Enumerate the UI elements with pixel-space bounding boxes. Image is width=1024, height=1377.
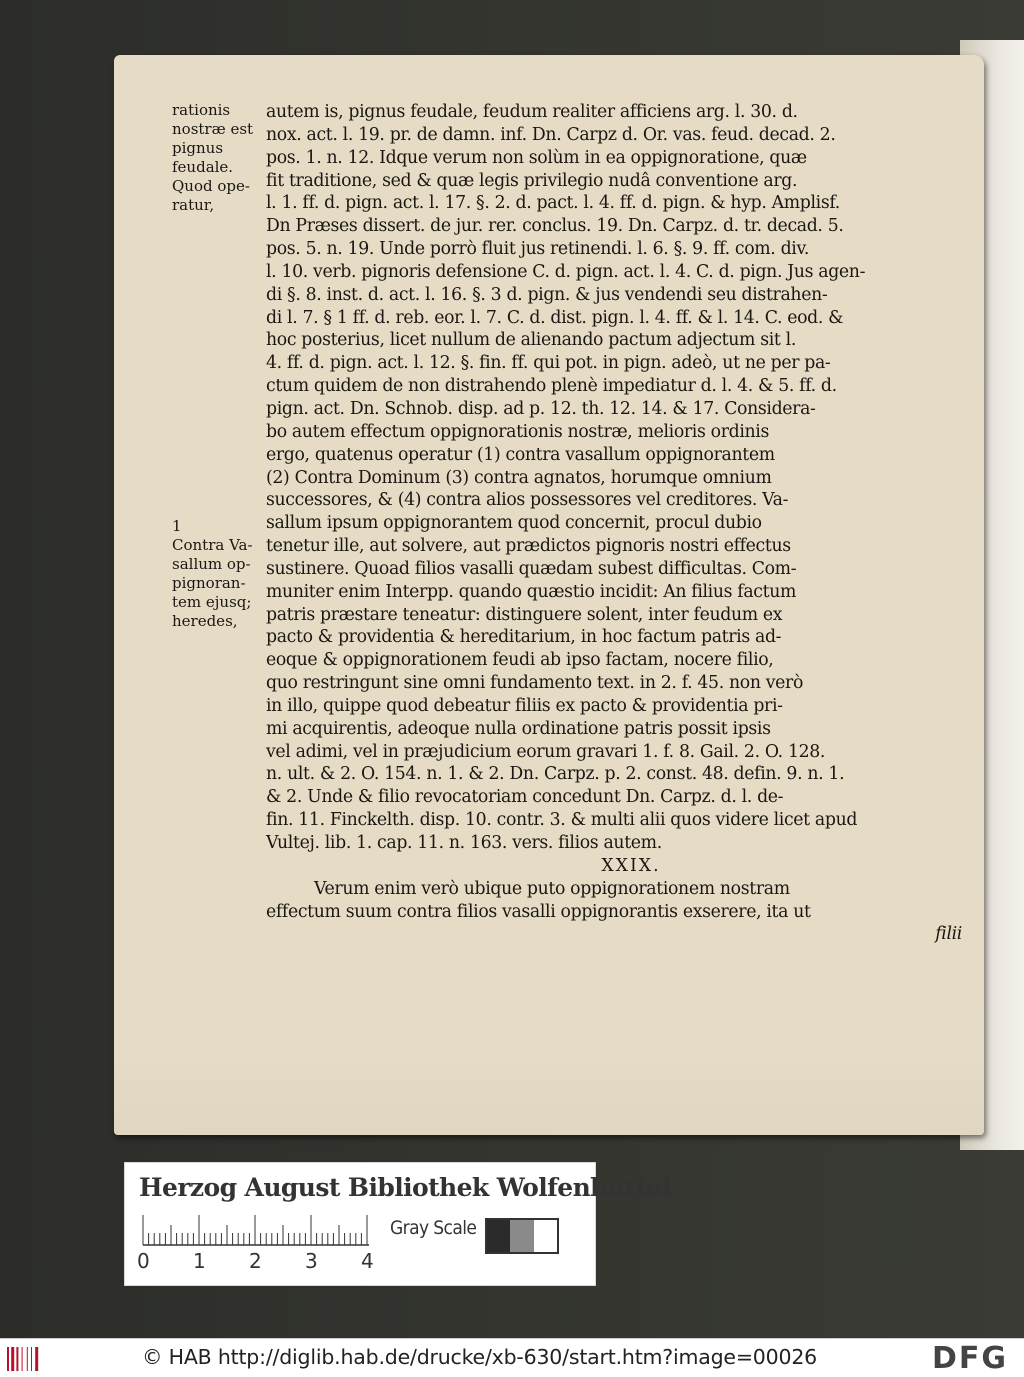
section-line: Verum enim verò ubique puto oppignorationem nostram [314, 878, 790, 899]
library-name: Herzog August Bibliothek Wolfenbüttel [139, 1173, 671, 1202]
ruler [139, 1213, 379, 1247]
text-line: pacto & providentia & hereditarium, in hoc factum patris ad- [266, 627, 782, 648]
barcode-icon [6, 1345, 46, 1373]
section-line: effectum suum contra filios vasalli oppignorantis exserere, ita ut [266, 901, 811, 922]
text-line: nox. act. l. 19. pr. de damn. inf. Dn. Carpz d. Or. vas. feud. decad. 2. [266, 124, 836, 145]
text-line: bo autem effectum oppignorationis nostræ, melioris ordinis [266, 421, 769, 442]
text-line: (2) Contra Dominum (3) contra agnatos, horumque omnium [266, 467, 772, 488]
page-lower-margin [114, 1055, 984, 1135]
text-line: tenetur ille, aut solvere, aut prædictos pignoris nostri effectus [266, 536, 791, 557]
text-line: pos. 1. n. 12. Idque verum non solùm in ea oppignoratione, quæ [266, 147, 807, 168]
swatch-dark [487, 1220, 510, 1252]
barcode-bar [7, 1347, 9, 1371]
ruler-number: 4 [361, 1249, 374, 1273]
margin-note-contra-vasallum: 1 Contra Va- sallum op- pignoran- tem ejusq; heredes, [172, 517, 253, 630]
ruler-number: 1 [193, 1249, 206, 1273]
barcode-bar [35, 1347, 38, 1371]
text-line: sallum ipsum oppignorantem quod concernit, procul dubio [266, 513, 762, 534]
dfg-logo: DFG [932, 1341, 1009, 1376]
text-line: Dn Præses dissert. de jur. rer. conclus. 19. Dn. Carpz. d. tr. decad. 5. [266, 216, 844, 237]
grayscale-label: Gray Scale [390, 1217, 477, 1239]
text-line: 4. ff. d. pign. act. l. 12. §. fin. ff. qui pot. in pign. adeò, ut ne per pa- [266, 353, 831, 374]
text-line: eoque & oppignorationem feudi ab ipso factam, nocere filio, [266, 650, 774, 671]
text-line: ergo, quatenus operatur (1) contra vasallum oppignorantem [266, 444, 775, 465]
text-line: Vultej. lib. 1. cap. 11. n. 163. vers. filios autem. [266, 833, 662, 853]
ruler-number: 0 [137, 1249, 150, 1273]
text-line: muniter enim Interpp. quando quæstio incidit: An filius factum [266, 581, 797, 602]
text-line: mi acquirentis, adeoque nulla ordinatione patris possit ipsis [266, 718, 771, 739]
barcode-bar [31, 1347, 32, 1371]
ruler-number: 2 [249, 1249, 262, 1273]
text-line: l. 10. verb. pignoris defensione C. d. pign. act. l. 4. C. d. pign. Jus agen- [266, 261, 866, 282]
swatch-mid [510, 1220, 533, 1252]
text-line: ctum quidem de non distrahendo plenè impediatur d. l. 4. & 5. ff. d. [266, 376, 837, 397]
book-page [114, 55, 984, 1135]
text-line: di l. 7. § 1 ff. d. reb. eor. l. 7. C. d. dist. pign. l. 4. ff. & l. 14. C. eod. & [266, 307, 844, 328]
text-line: & 2. Unde & filio revocatoriam concedunt Dn. Carpz. d. l. de- [266, 787, 784, 808]
text-line: l. 1. ff. d. pign. act. l. 17. §. 2. d. pact. l. 4. ff. d. pign. & hyp. Amplisf. [266, 193, 840, 214]
text-line: in illo, quippe quod debeatur filiis ex pacto & providentia pri- [266, 695, 783, 716]
text-line: vel adimi, vel in præjudicium eorum gravari 1. f. 8. Gail. 2. O. 128. [266, 741, 826, 762]
margin-note-ratio: rationis nostræ est pignus feudale. Quod ope- ratur, [172, 101, 254, 214]
text-line: n. ult. & 2. O. 154. n. 1. & 2. Dn. Carpz. p. 2. const. 48. defin. 9. n. 1. [266, 764, 845, 785]
text-line: patris præstare teneatur: distinguere solent, inter feudum ex [266, 604, 783, 625]
swatch-white [534, 1220, 557, 1252]
text-line: di §. 8. inst. d. act. l. 16. §. 3 d. pign. & jus vendendi seu distrahen- [266, 284, 828, 305]
grayscale-swatch [485, 1218, 559, 1254]
text-line: quo restringunt sine omni fundamento text. in 2. f. 45. non verò [266, 673, 803, 694]
citation-link[interactable]: © HAB http://diglib.hab.de/drucke/xb-630/start.htm?image=00026 [142, 1345, 818, 1369]
text-line: pos. 5. n. 19. Unde porrò fluit jus retinendi. l. 6. §. 9. ff. com. div. [266, 239, 809, 260]
barcode-bar [22, 1347, 23, 1371]
footer-bar [0, 1338, 1024, 1377]
text-line: hoc posterius, licet nullum de alienando pactum adjectum sit l. [266, 330, 796, 351]
ruler-number: 3 [305, 1249, 318, 1273]
text-line: autem is, pignus feudale, feudum realiter afficiens arg. l. 30. d. [266, 102, 798, 122]
text-line: pign. act. Dn. Schnob. disp. ad p. 12. th. 12. 14. & 17. Considera- [266, 398, 816, 419]
body-text [266, 101, 976, 946]
text-line: fit traditione, sed & quæ legis privilegio nudâ conventione arg. [266, 170, 798, 191]
text-line: sustinere. Quoad filios vasalli quædam subest difficultas. Com- [266, 558, 797, 579]
barcode-bar [11, 1347, 14, 1371]
barcode-bar [16, 1347, 18, 1371]
barcode-bar [27, 1347, 28, 1371]
text-line: fin. 11. Finckelth. disp. 10. contr. 3. & multi alii quos videre licet apud [266, 810, 858, 831]
catchword: filii [935, 924, 962, 945]
text-line: successores, & (4) contra alios possessores vel creditores. Va- [266, 490, 789, 511]
section-heading: XXIX. [601, 855, 661, 876]
color-target-card [124, 1162, 671, 1286]
